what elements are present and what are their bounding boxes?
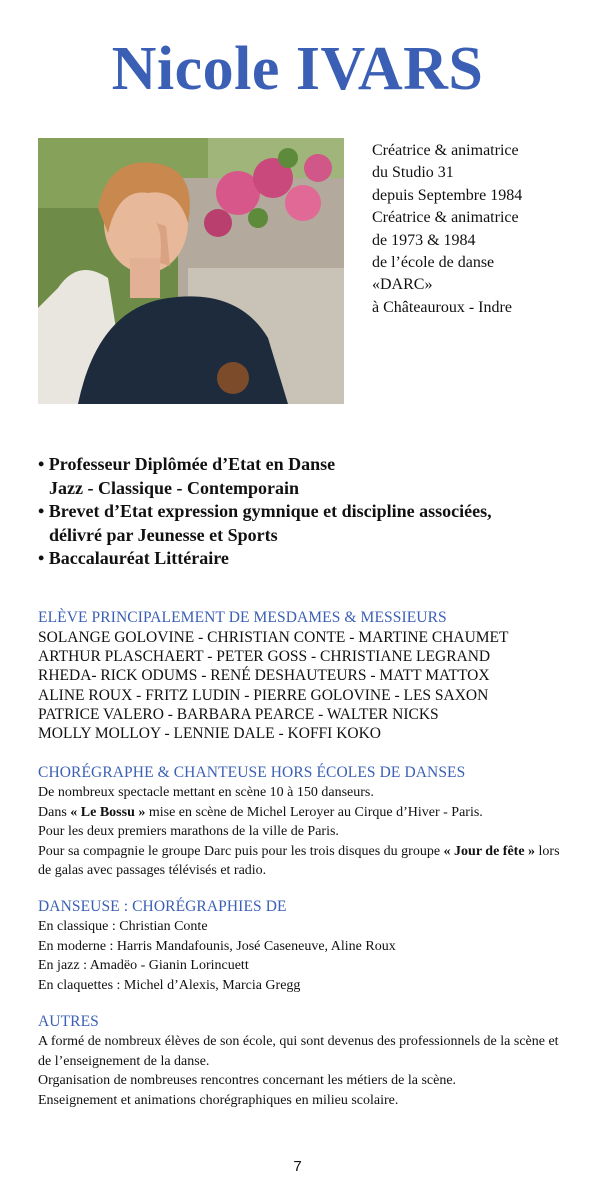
choreographer-line: De nombreux spectacle mettant en scène 10 à 150 danseurs. xyxy=(38,785,374,800)
other-line: Organisation de nombreuses rencontres concernant les métiers de la scène. xyxy=(38,1073,457,1089)
qualification-detail: délivré par Jeunesse et Sports xyxy=(49,524,278,545)
teachers-names xyxy=(38,628,568,743)
qualifications-list xyxy=(38,453,568,571)
qualification-detail: Jazz - Classique - Contemporain xyxy=(49,477,299,498)
bio-line: à Châteauroux - Indre xyxy=(372,298,512,316)
other-heading: AUTRES xyxy=(38,1013,99,1030)
dancer-line: En moderne : Harris Mandafounis, José Caseneuve, Aline Roux xyxy=(38,938,396,954)
dancer-line: En classique : Christian Conte xyxy=(38,919,208,934)
teachers-heading: ELÈVE PRINCIPALEMENT DE MESDAMES & MESSIEURS xyxy=(38,609,447,626)
other-section xyxy=(38,1012,568,1110)
teachers-line: MOLLY MOLLOY - LENNIE DALE - KOFFI KOKO xyxy=(38,725,381,743)
choreographer-line: Dans « Le Bossu » mise en scène de Michel Leroyer au Cirque d’Hiver - Paris. xyxy=(38,804,483,820)
bio-line: Créatrice & animatrice xyxy=(372,142,519,159)
other-line: A formé de nombreux élèves de son école, qui sont devenus des professionnels de la scène et de l’enseignement de la danse. xyxy=(38,1034,559,1069)
page-title: Nicole IVARS xyxy=(111,35,484,103)
page-number: 7 xyxy=(293,1158,302,1175)
teachers-line: ARTHUR PLASCHAERT - PETER GOSS - CHRISTIANE LEGRAND xyxy=(38,648,491,666)
teachers-line: SOLANGE GOLOVINE - CHRISTIAN CONTE - MARTINE CHAUMET xyxy=(38,629,509,646)
bio-line: Créatrice & animatrice xyxy=(372,209,519,227)
choreographer-line: Pour les deux premiers marathons de la ville de Paris. xyxy=(38,824,339,840)
other-line: Enseignement et animations chorégraphiques en milieu scolaire. xyxy=(38,1092,399,1108)
dancer-heading: DANSEUSE : CHORÉGRAPHIES DE xyxy=(38,898,287,915)
choreographer-section xyxy=(38,763,568,881)
bio-line: du Studio 31 xyxy=(372,164,454,182)
teachers-line: ALINE ROUX - FRITZ LUDIN - PIERRE GOLOVINE - LES SAXON xyxy=(38,686,489,704)
bio-block xyxy=(372,140,572,319)
teachers-line: PATRICE VALERO - BARBARA PEARCE - WALTER NICKS xyxy=(38,705,439,723)
qualification-item: • Brevet d’Etat expression gymnique et discipline associées, xyxy=(38,501,492,522)
bio-line: depuis Septembre 1984 xyxy=(372,186,523,204)
bio-line: «DARC» xyxy=(372,276,433,294)
dancer-line: En jazz : Amadëo - Gianin Lorincuett xyxy=(38,958,249,974)
bio-line: de l’école de danse xyxy=(372,254,495,272)
qualification-item: • Professeur Diplômée d’Etat en Danse xyxy=(38,454,336,474)
dancer-line: En claquettes : Michel d’Alexis, Marcia Gregg xyxy=(38,977,301,993)
choreographer-line: Pour sa compagnie le groupe Darc puis pour les trois disques du groupe « Jour de fête » lors de galas avec passages télévisés et radio. xyxy=(38,843,560,879)
bio-line: de 1973 & 1984 xyxy=(372,231,476,249)
choreographer-heading: CHORÉGRAPHE & CHANTEUSE HORS ÉCOLES DE DANSES xyxy=(38,764,466,781)
portrait-photo xyxy=(38,138,344,404)
teachers-section xyxy=(38,608,568,743)
dancer-section xyxy=(38,897,568,995)
teachers-line: RHEDA- RICK ODUMS - RENÉ DESHAUTEURS - MATT MATTOX xyxy=(38,667,490,685)
qualification-item: • Baccalauréat Littéraire xyxy=(38,548,229,569)
